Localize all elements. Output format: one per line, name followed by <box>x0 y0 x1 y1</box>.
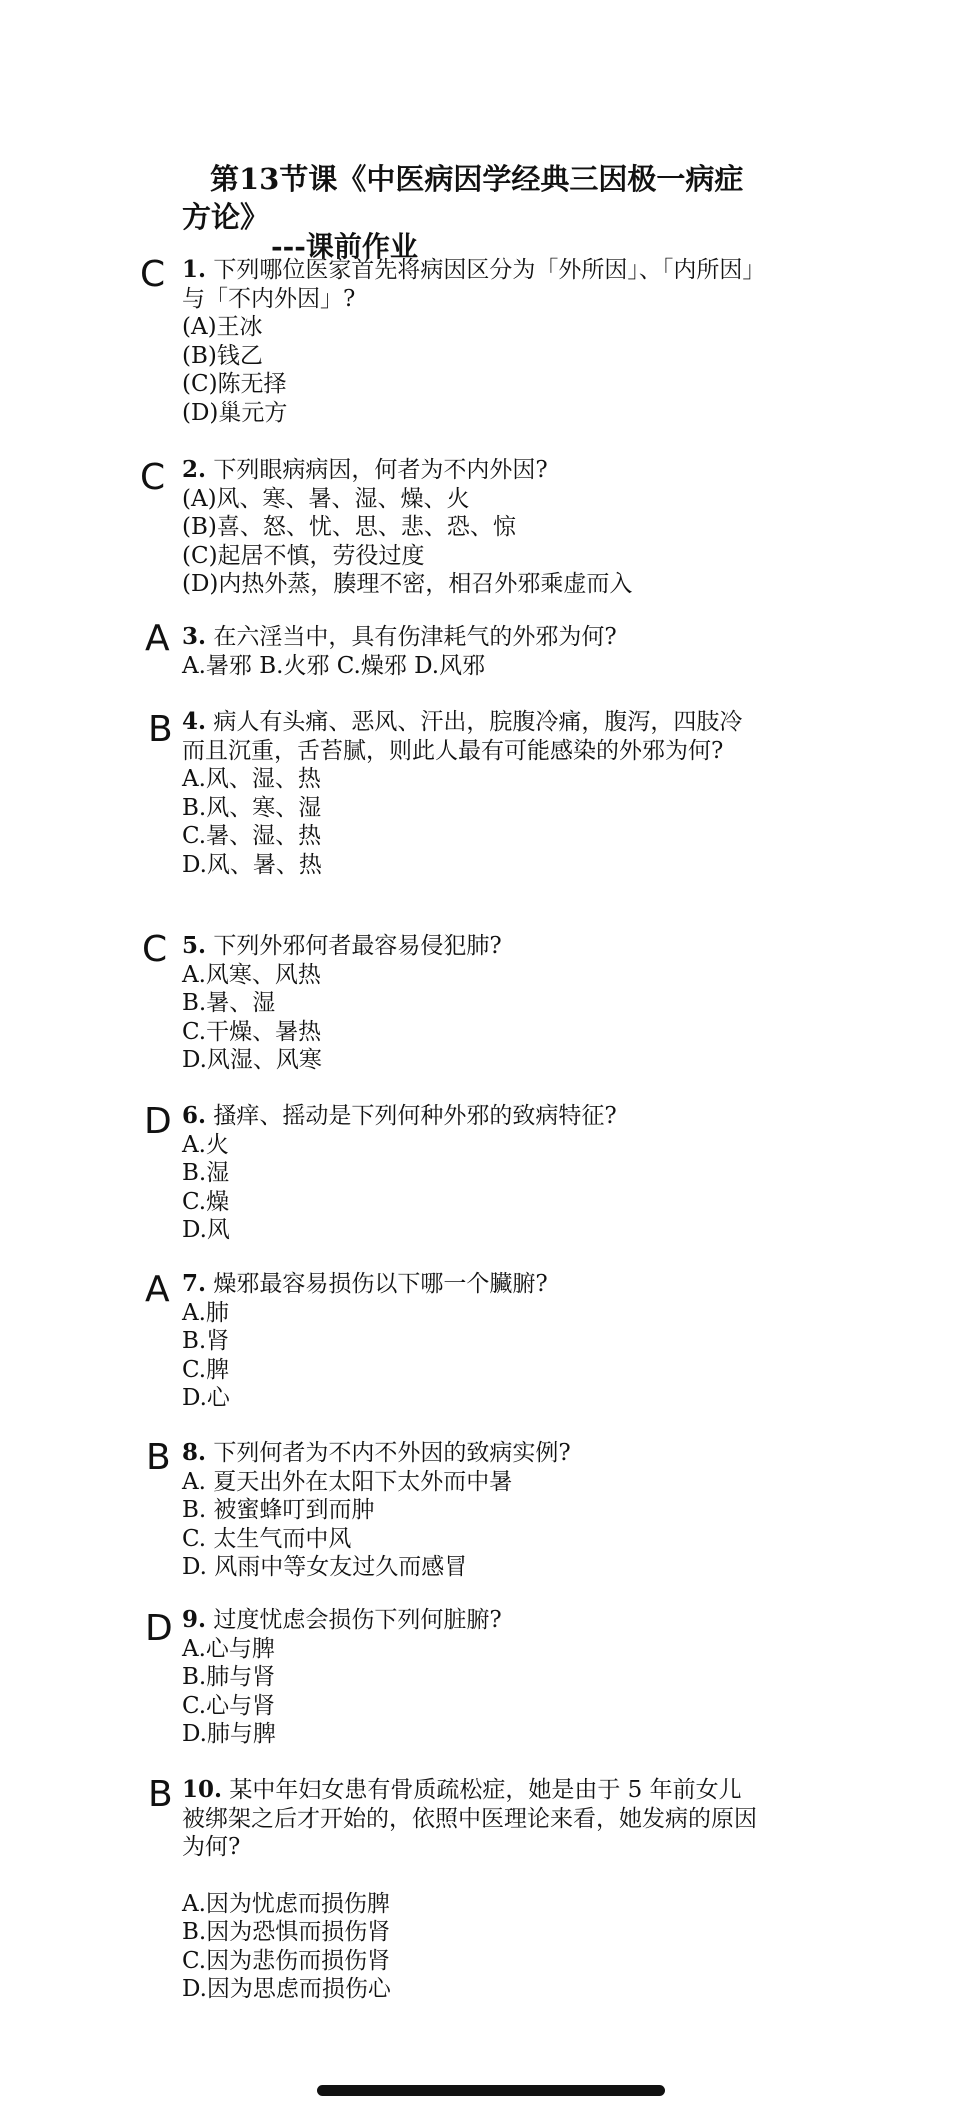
question-number: 2. <box>182 456 207 483</box>
question-text: 下列外邪何者最容易侵犯肺? <box>213 933 502 959</box>
question-number: 5. <box>182 932 207 959</box>
question-text: 燥邪最容易损伤以下哪一个臟腑? <box>213 1271 548 1297</box>
option: D.肺与脾 <box>182 1721 276 1747</box>
home-indicator[interactable] <box>317 2085 665 2096</box>
option: D. 风雨中等女友过久而感冒 <box>182 1554 468 1580</box>
question-stem <box>182 456 762 485</box>
answer-mark-q8: B <box>146 1437 171 1478</box>
question-number: 7. <box>182 1270 207 1297</box>
answer-mark-q7: A <box>145 1269 170 1310</box>
option: A.肺 <box>182 1299 229 1326</box>
question-stem <box>182 1606 762 1635</box>
option: (A)王冰 <box>182 314 263 340</box>
title-line-2: 方论》 <box>182 200 270 234</box>
question-stem <box>182 623 762 652</box>
question-8 <box>182 1439 762 1582</box>
subtitle: ---课前作业 <box>271 230 418 263</box>
option: (D)内热外蒸，腠理不密，相召外邪乘虚而入 <box>182 571 633 597</box>
option: A.风寒、风热 <box>182 961 321 988</box>
option: A. 夏天出外在太阳下太外而中暑 <box>182 1468 513 1495</box>
option: (C)陈无择 <box>182 371 287 397</box>
option: (B)钱乙 <box>182 342 263 369</box>
blank-line <box>182 1862 762 1890</box>
option: C.因为悲伤而损伤肾 <box>182 1947 391 1974</box>
option: D.因为思虑而损伤心 <box>182 1976 391 2002</box>
question-number: 6. <box>182 1102 207 1129</box>
question-stem <box>182 1102 762 1131</box>
option: D.风、暑、热 <box>182 851 322 878</box>
question-text: 某中年妇女患有骨质疏松症，她是由于 5 年前女儿被绑架之后才开始的，依照中医理论来看，她发病的原因为何? <box>182 1777 757 1860</box>
option: A.火 <box>182 1131 229 1158</box>
question-6 <box>182 1102 762 1245</box>
question-text: 病人有头痛、恶风、汗出，脘腹冷痛，腹泻，四肢冷而且沉重，舌苔腻，则此人最有可能感染的外邪为何? <box>182 709 743 764</box>
question-text: 下列眼病病因，何者为不内外因? <box>213 457 548 483</box>
option: (D)巢元方 <box>182 399 288 426</box>
question-number: 8. <box>182 1439 207 1466</box>
answer-mark-q2: C <box>140 457 166 498</box>
option: C.暑、湿、热 <box>182 823 322 849</box>
option: C.干燥、暑热 <box>182 1018 322 1045</box>
question-stem <box>182 256 762 313</box>
option: B.因为恐惧而损伤肾 <box>182 1919 391 1945</box>
question-stem <box>182 932 762 961</box>
option: B.湿 <box>182 1160 230 1186</box>
option: (A)风、寒、暑、湿、燥、火 <box>182 485 470 512</box>
question-text: 下列哪位医家首先将病因区分为「外所因」、「内所因」与「不内外因」? <box>182 257 754 312</box>
answer-mark-q3: A <box>145 618 170 659</box>
question-3 <box>182 623 762 680</box>
option: C. 太生气而中风 <box>182 1525 352 1552</box>
answer-mark-q1: C <box>140 254 166 295</box>
question-4 <box>182 708 762 879</box>
question-text: 在六淫当中，具有伤津耗气的外邪为何? <box>213 624 617 650</box>
option: A.暑邪 B.火邪 C.燥邪 D.风邪 <box>182 652 486 679</box>
question-7 <box>182 1270 762 1413</box>
option: C.脾 <box>182 1356 230 1383</box>
option: C.燥 <box>182 1188 230 1215</box>
question-2 <box>182 456 762 599</box>
question-number: 10. <box>182 1776 223 1803</box>
question-stem <box>182 1776 762 1862</box>
answer-mark-q6: D <box>144 1101 172 1142</box>
question-10 <box>182 1776 762 2004</box>
option: (C)起居不慎，劳役过度 <box>182 542 425 569</box>
question-number: 4. <box>182 708 207 735</box>
option: A.心与脾 <box>182 1635 275 1662</box>
option: B.风、寒、湿 <box>182 794 322 821</box>
option: D.风湿、风寒 <box>182 1047 322 1073</box>
question-1 <box>182 256 762 427</box>
option: A.风、湿、热 <box>182 766 321 792</box>
question-9 <box>182 1606 762 1749</box>
option: D.心 <box>182 1385 230 1411</box>
question-stem <box>182 1270 762 1299</box>
option: B. 被蜜蜂叮到而肿 <box>182 1497 375 1523</box>
option: B.暑、湿 <box>182 990 276 1016</box>
question-text: 搔痒、摇动是下列何种外邪的致病特征? <box>213 1103 617 1129</box>
title-line-1: 第13节课《中医病因学经典三因极一病症 <box>210 162 744 196</box>
question-5 <box>182 932 762 1075</box>
option: A.因为忧虑而损伤脾 <box>182 1890 390 1917</box>
answer-mark-q10: B <box>148 1774 173 1815</box>
option: B.肺与肾 <box>182 1664 276 1690</box>
question-text: 过度忧虑会损伤下列何脏腑? <box>213 1607 502 1633</box>
question-stem <box>182 1439 762 1468</box>
answer-mark-q5: C <box>142 929 168 970</box>
answer-mark-q4: B <box>148 709 173 750</box>
option: (B)喜、怒、忧、思、悲、恐、惊 <box>182 514 516 540</box>
page-title <box>182 160 762 236</box>
question-number: 1. <box>182 256 207 283</box>
option: C.心与肾 <box>182 1692 276 1719</box>
question-number: 3. <box>182 623 207 650</box>
answer-mark-q9: D <box>145 1608 173 1649</box>
option: B.肾 <box>182 1328 230 1354</box>
option: D.风 <box>182 1217 230 1243</box>
question-text: 下列何者为不内不外因的致病实例? <box>213 1440 571 1466</box>
question-stem <box>182 708 762 765</box>
question-number: 9. <box>182 1606 207 1633</box>
